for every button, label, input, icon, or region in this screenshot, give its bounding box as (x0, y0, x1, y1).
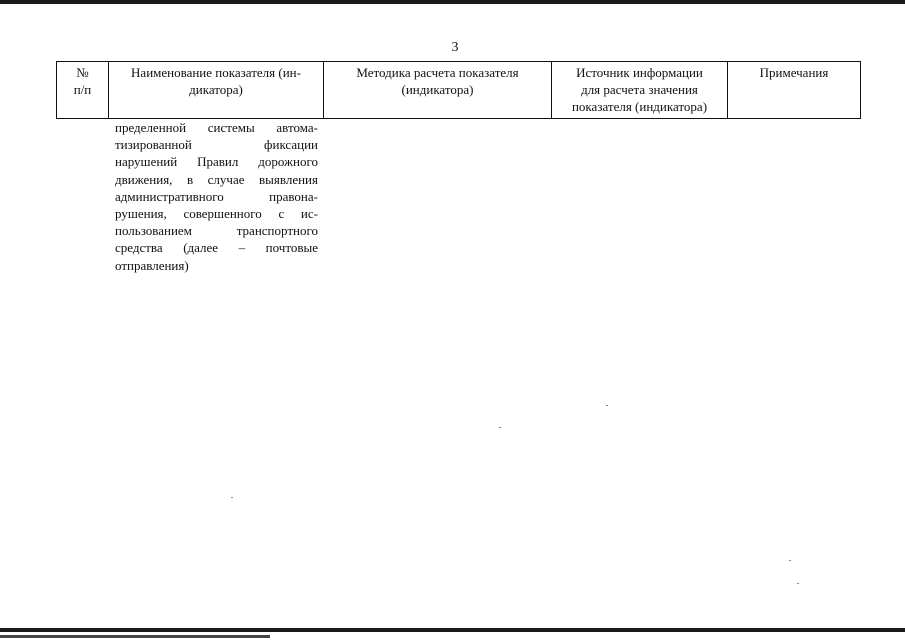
bottom-scan-edge (0, 635, 270, 638)
continuation-line: тизированной фиксации (115, 137, 318, 153)
bottom-border-rule (0, 628, 905, 632)
continuation-line: пользованием транспортного (115, 223, 318, 239)
continuation-line: пределенной системы автома- (115, 120, 318, 135)
header-notes-line-1: Примечания (759, 65, 829, 80)
header-source-line-1: Источник информации (576, 65, 703, 80)
header-name-line-2: дикатора) (189, 82, 243, 97)
header-method-line-2: (индикатора) (401, 82, 474, 97)
header-cell-calculation-method (324, 62, 552, 119)
header-source-line-3: показателя (индикатора) (571, 99, 708, 114)
header-method-line-1: Методика расчета показателя (356, 65, 519, 80)
indicator-table-header (56, 61, 861, 119)
header-number-line-2: п/п (73, 82, 92, 97)
scan-speck (499, 427, 501, 428)
continuation-line: нарушений Правил дорожного (115, 154, 318, 170)
continuation-line: средства (далее – почтовые (115, 240, 318, 256)
header-number-line-1: № (76, 65, 89, 80)
scan-speck (231, 497, 233, 498)
scan-speck (606, 405, 608, 406)
continuation-line: административного правона- (115, 188, 318, 204)
top-border-rule (0, 0, 905, 4)
header-source-line-2: для расчета значения (581, 82, 698, 97)
header-cell-notes (728, 62, 861, 119)
scan-speck (797, 583, 799, 584)
table-header-row (57, 62, 861, 119)
continuation-line: движения, в случае выявления (115, 171, 318, 187)
scan-speck (789, 560, 791, 561)
page-number: 3 (451, 40, 459, 55)
header-cell-number (57, 62, 109, 119)
header-cell-information-source (552, 62, 728, 119)
continuation-line: отправления) (115, 257, 189, 273)
header-cell-indicator-name (109, 62, 324, 119)
header-name-line-1: Наименование показателя (ин- (131, 65, 301, 80)
indicator-name-continuation (115, 119, 318, 274)
continuation-line: рушения, совершенного с ис- (115, 206, 318, 222)
